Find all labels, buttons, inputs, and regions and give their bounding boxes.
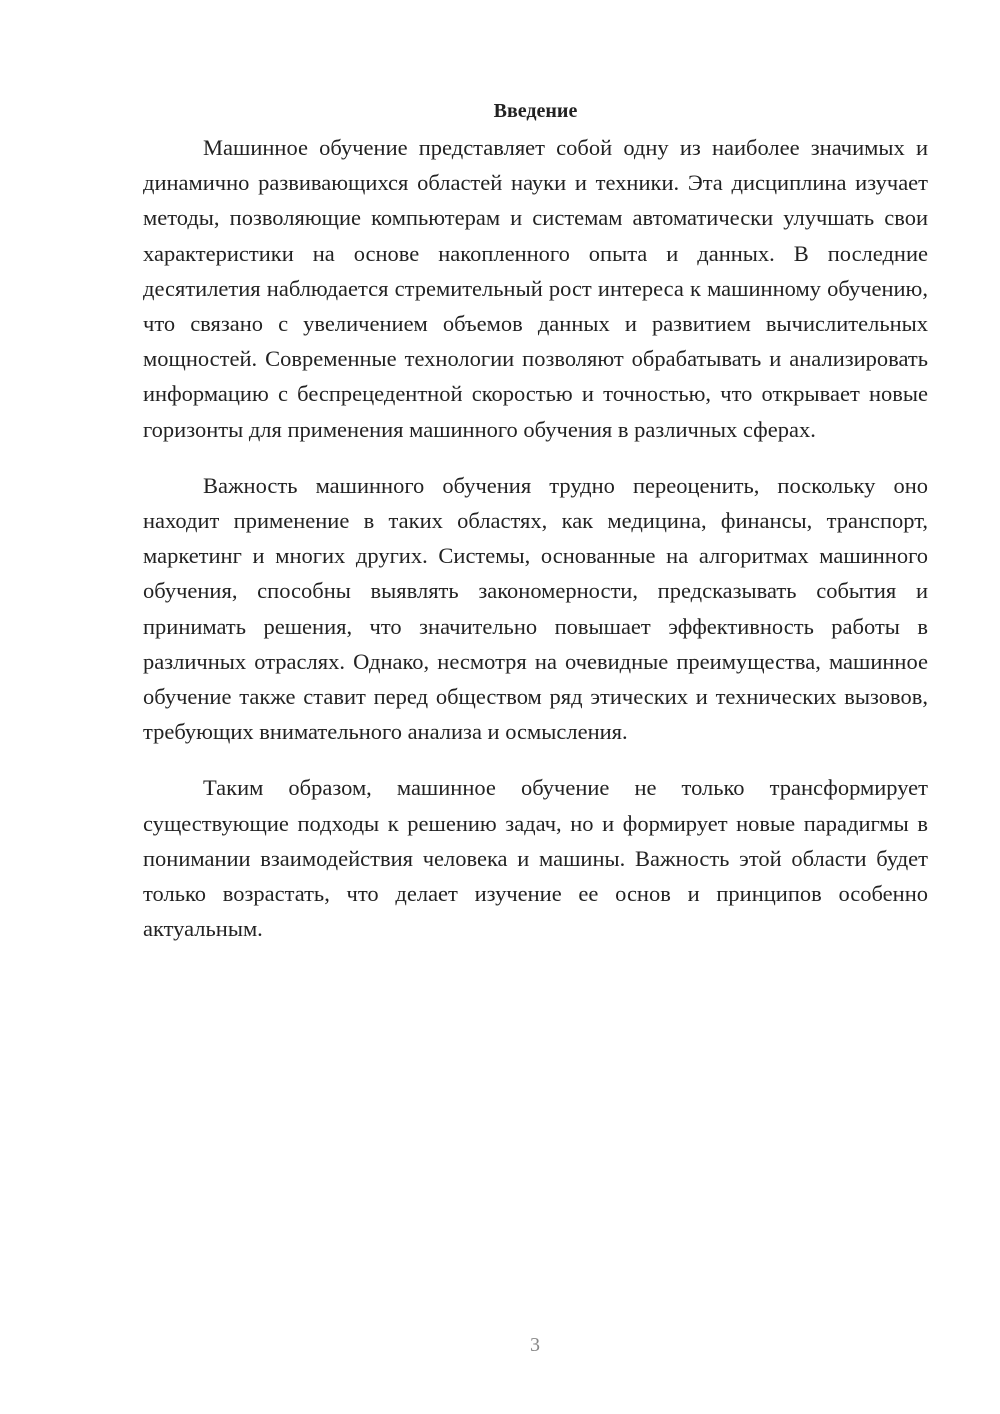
paragraph-1: Машинное обучение представляет собой одну из наиболее значимых и динамично развивающихся областей науки и техники. Эта дисциплина изучает методы, позволяющие компьютерам и системам автоматически улучшать свои характеристики на основе накопленного опыта и данных. В последние десятилетия наблюдается стремительный рост интереса к машинному обучению, что связано с увеличением объемов данных и развитием вычислительных мощностей. Современные технологии позволяют обрабатывать и анализировать информацию с беспрецедентной скоростью и точностью, что открывает новые горизонты для применения машинного обучения в различных сферах. — [143, 135, 928, 442]
paragraph-3: Таким образом, машинное обучение не только трансформирует существующие подходы к решению задач, но и формирует новые парадигмы в понимании взаимодействия человека и машины. Важность этой области будет только возрастать, что делает изучение ее основ и принципов особенно актуальным. — [143, 775, 928, 942]
page-content — [143, 96, 928, 967]
section-title: Введение — [493, 100, 578, 122]
page-number: 3 — [530, 1334, 540, 1356]
paragraph-2: Важность машинного обучения трудно переоценить, поскольку оно находит применение в таких областях, как медицина, финансы, транспорт, маркетинг и многих других. Системы, основанные на алгоритмах машинного обучения, способны выявлять закономерности, предсказывать события и принимать решения, что значительно повышает эффективность работы в различных отраслях. Однако, несмотря на очевидные преимущества, машинное обучение также ставит перед обществом ряд этических и технических вызовов, требующих внимательного анализа и осмысления. — [143, 472, 928, 745]
